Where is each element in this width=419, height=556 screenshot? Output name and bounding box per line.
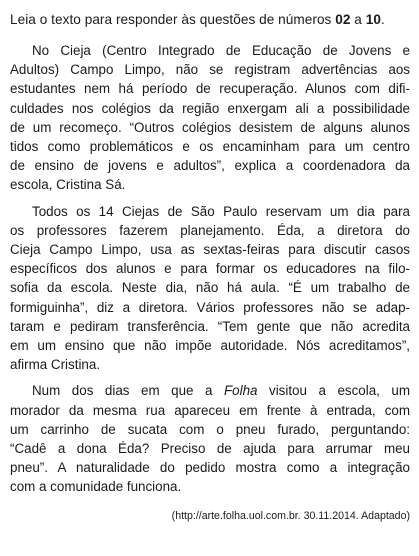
text-line: os professores fazerem planejamento. Éda, a diretora do [10, 222, 410, 238]
text-line: “Cadê a dona Éda? Preciso de ajuda para arrumar meu [10, 441, 410, 457]
text-line: Todos os 14 Ciejas de São Paulo reservam um dia para [32, 203, 410, 219]
text-line: taram e pediram transferência. “Tem gente que não acredita [10, 318, 410, 334]
instruction-connector: a [350, 12, 366, 27]
text-line: tidos como problemáticos e os encaminham para um centro [10, 139, 410, 155]
paragraph-2 [10, 202, 410, 375]
text-line: morador da mesma rua apareceu em frente à entrada, com [10, 402, 410, 418]
text-line: estudantes nem há período de recuperação. Alunos com difi- [10, 81, 410, 97]
text-line: específicos dos alunos e para formar os educadores na filo- [10, 261, 410, 277]
text-line: com a comunidade funciona. [10, 479, 182, 495]
text-line: em um ensino que não impõe autoridade. Nós acreditamos”, [10, 338, 410, 354]
text-line: de um recomeço. “Outros colégios desistem de alguns alunos [10, 119, 410, 135]
text-line [10, 381, 410, 400]
text-line: pneu”. A naturalidade do pedido mostra como a integração [10, 460, 410, 476]
text-fragment: Num dos dias em que a [32, 383, 224, 399]
question-start-number: 02 [335, 12, 351, 27]
article-text [10, 41, 410, 497]
text-line: afirma Cristina. [10, 357, 101, 373]
paragraph-1 [10, 41, 410, 195]
instruction-prefix: Leia o texto para responder às questões de números [10, 12, 336, 27]
text-line: culdades nos colégios da região enxergam ali a possibilidade [10, 100, 410, 116]
paragraph-3 [10, 381, 410, 496]
text-fragment: visitou a escola, um [257, 383, 410, 399]
instruction-suffix: . [380, 12, 385, 27]
text-line: escola, Cristina Sá. [10, 177, 126, 193]
question-end-number: 10 [365, 12, 381, 27]
instruction-line [10, 11, 410, 28]
text-line: Cieja Campo Limpo, usa as sextas-feiras para discutir casos [10, 242, 410, 258]
newspaper-name: Folha [223, 383, 258, 399]
text-line: Adultos) Campo Limpo, não se registram advertências aos [10, 62, 410, 78]
text-line: sofia da escola. Neste dia, não há aula. “É um trabalho de [10, 280, 410, 296]
text-line: No Cieja (Centro Integrado de Educação de Jovens e [32, 43, 410, 58]
text-line: de ensino de jovens e adultos”, explica a coordenadora da [10, 158, 410, 174]
source-citation: (http://arte.folha.uol.com.br. 30.11.2014. Adaptado) [171, 510, 410, 522]
text-line: um carrinho de sucata com o pneu furado, perguntando: [10, 421, 410, 437]
text-line: formiguinha”, diz a diretora. Vários professores não se adap- [10, 299, 410, 315]
